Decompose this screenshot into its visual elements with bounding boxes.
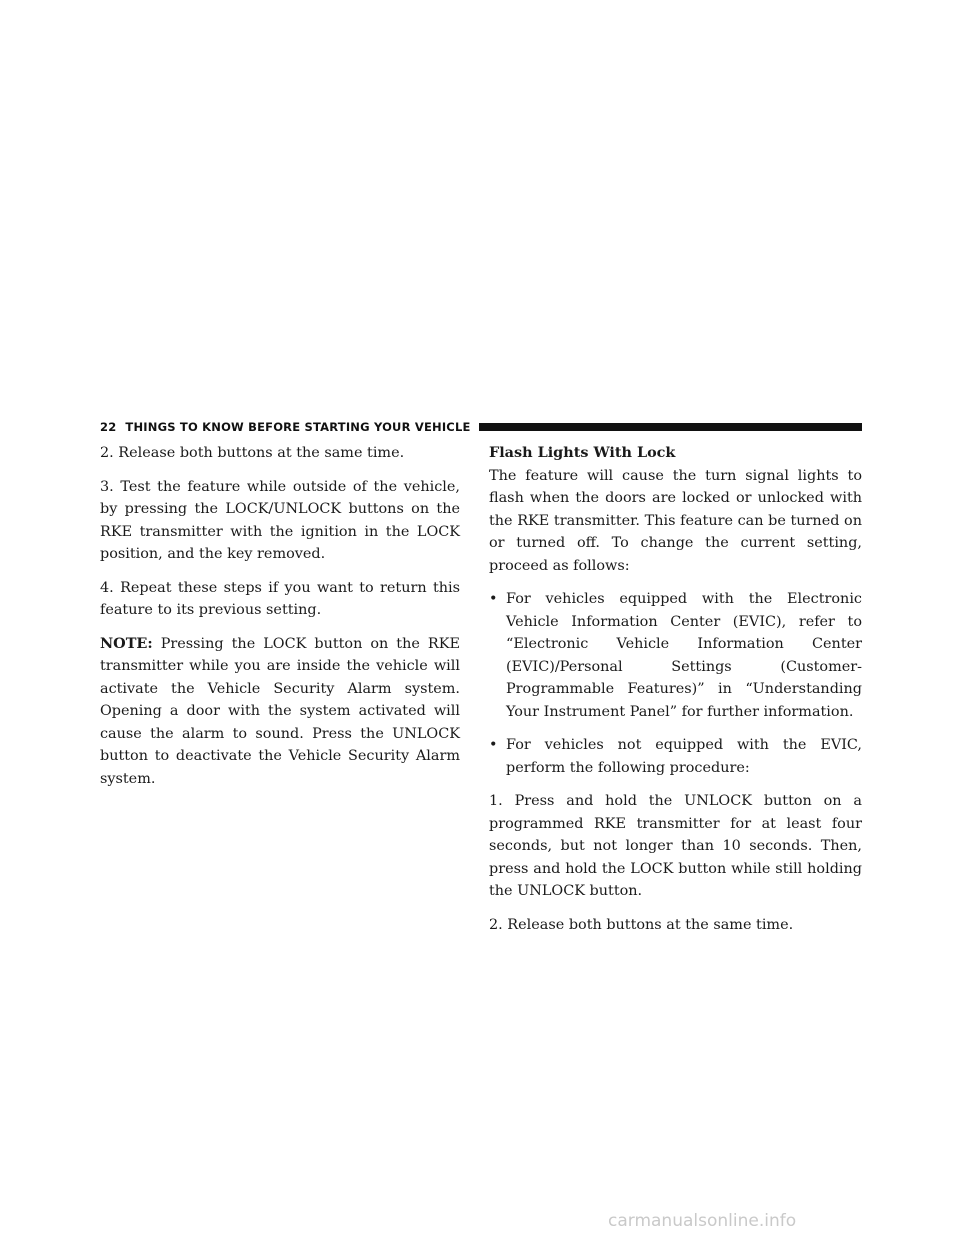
bullet-item-no-evic	[489, 734, 862, 779]
right-column	[489, 442, 862, 947]
step-2-paragraph-right: 2. Release both buttons at the same time.	[489, 916, 794, 933]
step-4-paragraph: 4. Repeat these steps if you want to return this feature to its previous setting.	[100, 579, 460, 618]
bullet-mark: •	[489, 737, 498, 753]
bullet-text: For vehicles not equipped with the EVIC, perform the following procedure:	[506, 737, 862, 776]
watermark: carmanualsonline.info	[608, 1211, 797, 1231]
note-label: NOTE:	[100, 634, 153, 652]
intro-paragraph: The feature will cause the turn signal lights to flash when the doors are locked or unlocked with the RKE transmitter. This feature can be turned on or turned off. To change the current setting, proceed as follows:	[489, 467, 862, 574]
section-title: THINGS TO KNOW BEFORE STARTING YOUR VEHICLE	[125, 420, 471, 434]
bullet-item-evic	[489, 588, 862, 723]
note-text: Pressing the LOCK button on the RKE transmitter while you are inside the vehicle will activate the Vehicle Security Alarm system. Opening a door with the system activated will cause the alarm to sound. Press the UNLOCK button to deactivate the Vehicle Security Alarm system.	[100, 635, 460, 787]
bullet-mark: •	[489, 591, 498, 607]
left-column	[100, 442, 460, 801]
note-paragraph	[100, 633, 460, 791]
page-number: 22	[100, 420, 117, 434]
step-2-paragraph: 2. Release both buttons at the same time.	[100, 445, 405, 461]
section-heading: Flash Lights With Lock	[489, 444, 676, 461]
bullet-text: For vehicles equipped with the Electronic Vehicle Information Center (EVIC), refer to “Electronic Vehicle Information Center (EVIC)/Personal Settings (Customer-Programmable Features)” in “Understanding Your Instrument Panel” for further information.	[506, 591, 862, 720]
page-header	[100, 418, 862, 436]
header-rule	[479, 423, 862, 431]
step-3-paragraph: 3. Test the feature while outside of the vehicle, by pressing the LOCK/UNLOCK buttons on the RKE transmitter with the ignition in the LOCK position, and the key removed.	[100, 478, 460, 562]
step-1-paragraph: 1. Press and hold the UNLOCK button on a programmed RKE transmitter for at least four seconds, but not longer than 10 seconds. Then, press and hold the LOCK button while still holding the UNLOCK button.	[489, 793, 862, 899]
